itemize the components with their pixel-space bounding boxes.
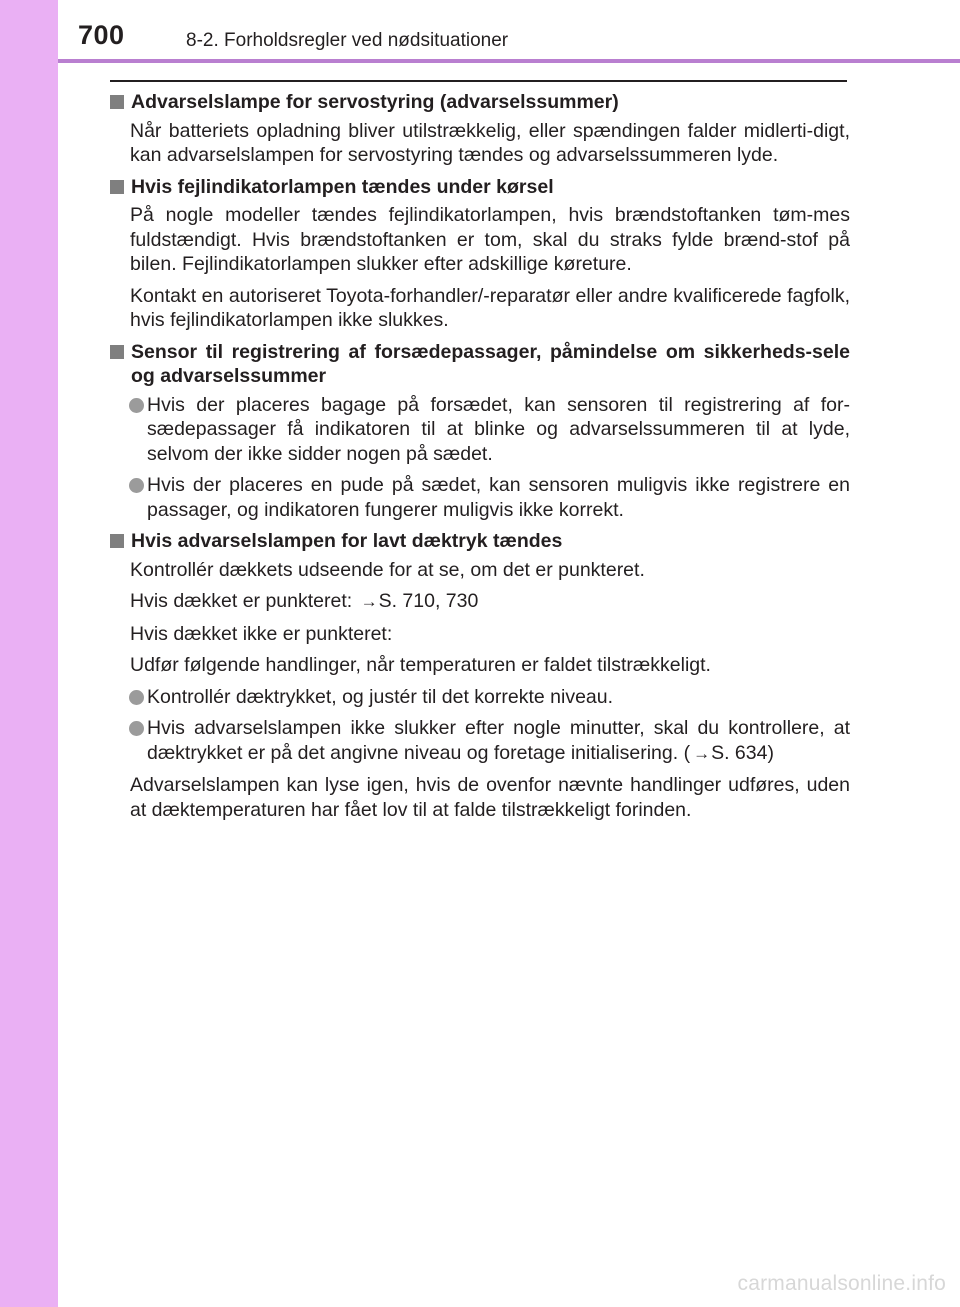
paragraph: På nogle modeller tændes fejlindikatorlampen, hvis brændstoftanken tøm-mes fuldstændigt. Hvis brændstoftanken er tom, skal du straks fylde brænd-stof på bilen. Fejlindikatorlampen slukker efter adskillige køreture. [130,204,850,275]
paragraph: Udfør følgende handlinger, når temperaturen er faldet tilstrækkeligt. [130,654,711,676]
square-bullet-icon [110,345,124,359]
square-bullet-icon [110,95,124,109]
page-reference[interactable]: S. 710, 730 [378,590,479,612]
watermark: carmanualsonline.info [737,1272,946,1295]
square-bullet-icon [110,534,124,548]
chapter-title: 8-2. Forholdsregler ved nødsituationer [186,30,509,51]
paragraph: Hvis dækket er punkteret: →S. 710, 730 [130,589,850,615]
paragraph: Advarselslampen kan lyse igen, hvis de ovenfor nævnte handlinger udføres, uden at dæktemperaturen har fået lov til at falde tilstrækkeligt forinden. [130,774,850,821]
section-divider [110,80,847,82]
paragraph: Kontrollér dækkets udseende for at se, om det er punkteret. [130,558,645,581]
paragraph: Hvis dækket ikke er punkteret: [130,622,393,645]
arrow-right-icon: → [693,743,711,763]
page-header [58,0,960,60]
page-number: 700 [78,20,125,50]
header-rule [58,59,960,63]
list-item: Hvis der placeres bagage på forsædet, kan sensoren til registrering af for-sædepassager få indikatoren til at blinke og advarselssummeren til at lyde, selvom der ikke sidder nogen på sædet. [147,393,850,467]
circle-bullet-icon [129,690,144,705]
section-heading: Hvis fejlindikatorlampen tændes under kørsel [110,175,850,200]
paragraph: Når batteriets opladning bliver utilstrækkelig, eller spændingen falder midlerti-digt, kan advarselslampen for servostyring tændes og advarselssummeren lyde. [130,119,850,166]
section-heading: Hvis advarselslampen for lavt dæktryk tændes [110,529,850,554]
list-item: Hvis der placeres en pude på sædet, kan sensoren muligvis ikke registrere en passager, og indikatoren fungerer muligvis ikke korrekt. [147,473,850,522]
section-heading: Sensor til registrering af forsædepassager, påmindelse om sikkerheds-sele og advarselssummer [110,340,850,389]
circle-bullet-icon [129,721,144,736]
page-content [110,90,850,829]
square-bullet-icon [110,180,124,194]
chapter-side-band [0,0,58,1307]
arrow-right-icon: → [360,592,378,611]
circle-bullet-icon [129,398,144,413]
circle-bullet-icon [129,478,144,493]
paragraph: Kontakt en autoriseret Toyota-forhandler/-reparatør eller andre kvalificerede fagfolk, hvis fejlindikatorlampen ikke slukkes. [130,284,850,331]
section-heading: Advarselslampe for servostyring (advarselssummer) [110,90,850,115]
list-item: Hvis advarselslampen ikke slukker efter nogle minutter, skal du kontrollere, at dæktrykket er på det angivne niveau og foretage initialisering. ( →S. 634) [147,716,850,766]
page-reference[interactable]: S. 634) [711,741,774,764]
list-item: Kontrollér dæktrykket, og justér til det korrekte niveau. [147,685,850,710]
